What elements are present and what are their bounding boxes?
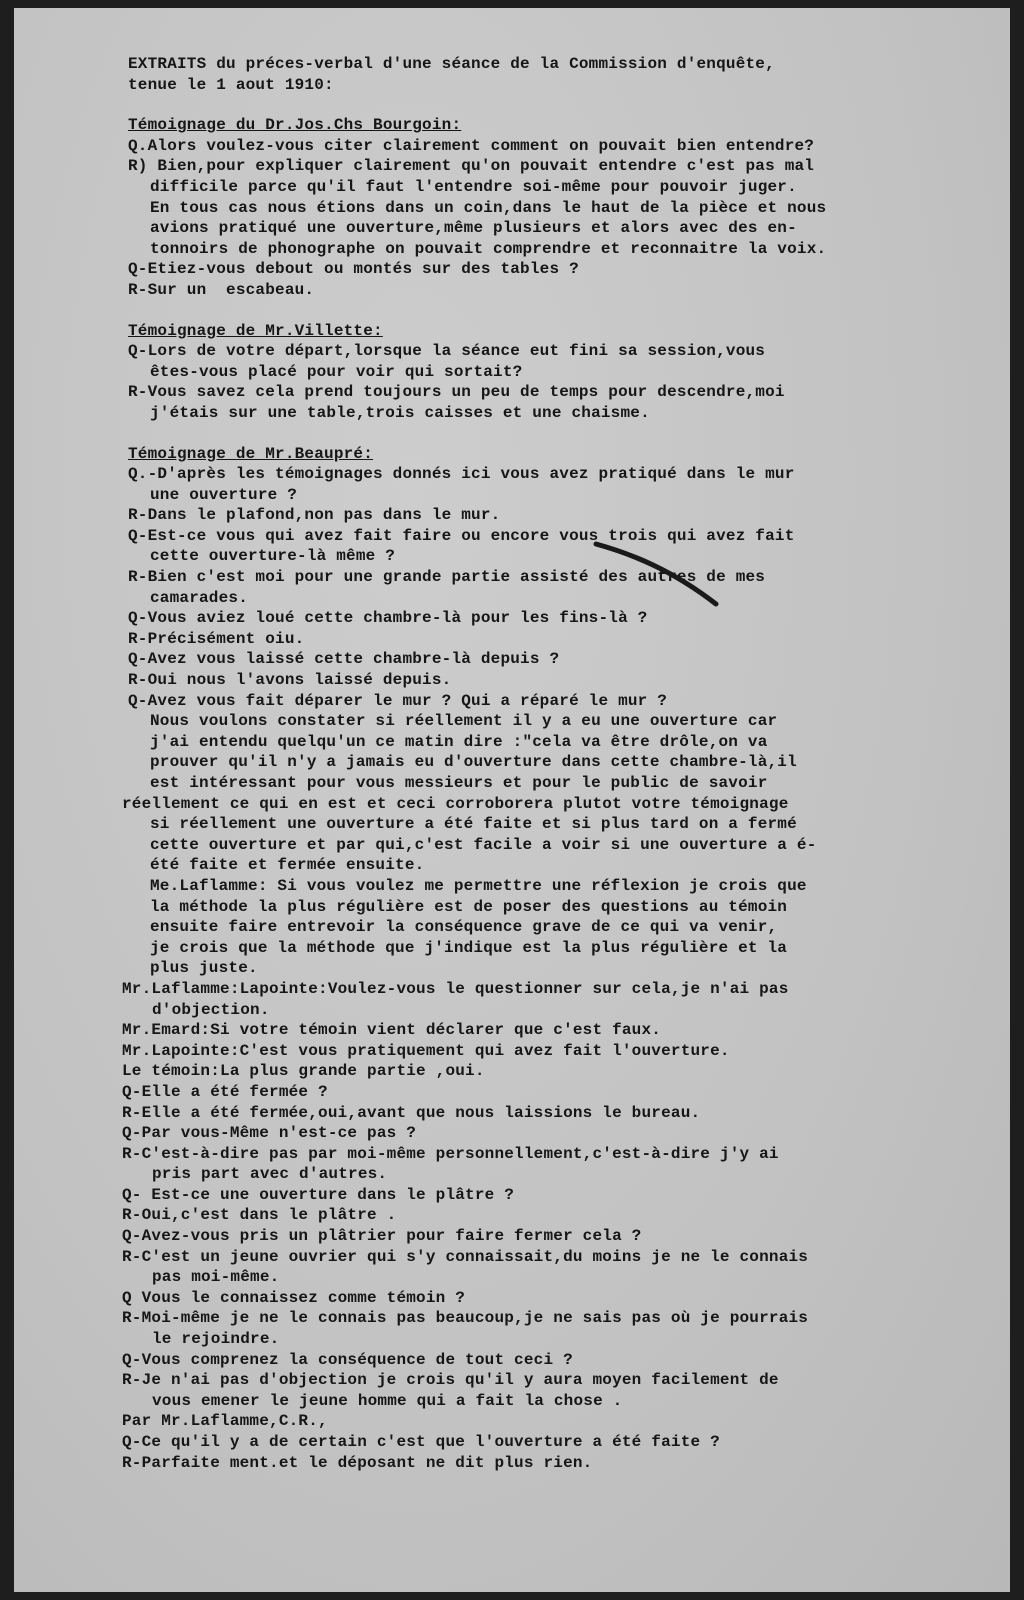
text-line: j'étais sur une table,trois caisses et une chaisme. xyxy=(150,403,650,422)
text-line: plus juste. xyxy=(150,959,258,978)
text-line: Q-Est-ce vous qui avez fait faire ou encore vous trois qui avez fait xyxy=(128,526,795,545)
text-line: Q-Avez-vous pris un plâtrier pour faire fermer cela ? xyxy=(122,1227,642,1246)
text-line: Q-Etiez-vous debout ou montés sur des tables ? xyxy=(128,260,579,279)
text-line: ensuite faire entrevoir la conséquence grave de ce qui va venir, xyxy=(150,918,778,937)
text-line: Q-Vous aviez loué cette chambre-là pour les fins-là ? xyxy=(128,609,648,628)
text-line: R-Parfaite ment.et le déposant ne dit plus rien. xyxy=(122,1453,593,1472)
document-body xyxy=(122,54,988,1473)
text-line: avions pratiqué une ouverture,même plusieurs et alors avec des en- xyxy=(150,219,797,238)
text-line: R-Oui nous l'avons laissé depuis. xyxy=(128,671,452,690)
text-line: cette ouverture-là même ? xyxy=(150,547,396,566)
text-line: tonnoirs de phonographe on pouvait comprendre et reconnaitre la voix. xyxy=(150,239,827,258)
text-line: R-Elle a été fermée,oui,avant que nous laissions le bureau. xyxy=(122,1103,701,1122)
text-line: cette ouverture et par qui,c'est facile a voir si une ouverture a é- xyxy=(150,835,817,854)
text-line: camarades. xyxy=(150,588,249,607)
text-line: d'objection. xyxy=(152,1000,270,1019)
text-line: Q.Alors voulez-vous citer clairement comment on pouvait bien entendre? xyxy=(128,136,815,155)
section-heading: Témoignage de Mr.Villette: xyxy=(128,321,383,340)
text-line: êtes-vous placé pour voir qui sortait? xyxy=(150,362,523,381)
text-line: R-Précisément oiu. xyxy=(128,629,305,648)
text-line: Q-Vous comprenez la conséquence de tout ceci ? xyxy=(122,1350,573,1369)
text-line: Par Mr.Laflamme,C.R., xyxy=(122,1412,328,1431)
section-gap xyxy=(128,95,988,115)
text-line: R-Moi-même je ne le connais pas beaucoup,je ne sais pas où je pourrais xyxy=(122,1309,809,1328)
text-line: été faite et fermée ensuite. xyxy=(150,856,425,875)
text-line: Nous voulons constater si réellement il y a eu une ouverture car xyxy=(150,712,778,731)
text-line: prouver qu'il n'y a jamais eu d'ouverture dans cette chambre-là,il xyxy=(150,753,797,772)
text-line: Q-Ce qu'il y a de certain c'est que l'ouverture a été faite ? xyxy=(122,1433,720,1451)
text-line: R-Je n'ai pas d'objection je crois qu'il y aura moyen facilement de xyxy=(122,1371,779,1390)
title-line-2: tenue le 1 aout 1910: xyxy=(128,75,334,94)
text-line: R-Oui,c'est dans le plâtre . xyxy=(122,1206,397,1225)
text-line: le rejoindre. xyxy=(152,1330,280,1349)
text-line: Q Vous le connaissez comme témoin ? xyxy=(122,1288,466,1307)
section-gap xyxy=(128,424,988,444)
text-line: R-Sur un escabeau. xyxy=(128,280,315,299)
text-line: Mr.Emard:Si votre témoin vient déclarer que c'est faux. xyxy=(122,1021,662,1040)
text-line: vous emener le jeune homme qui a fait la chose . xyxy=(152,1391,623,1410)
typed-page xyxy=(14,8,1010,1592)
text-line: Q-Avez vous fait déparer le mur ? Qui a réparé le mur ? xyxy=(128,691,668,710)
text-line: R-C'est un jeune ouvrier qui s'y connaissait,du moins je ne le connais xyxy=(122,1247,809,1266)
section-gap xyxy=(128,301,988,321)
text-line: Mr.Laflamme:Lapointe:Voulez-vous le questionner sur cela,je n'ai pas xyxy=(122,979,789,998)
text-line: une ouverture ? xyxy=(150,485,298,504)
text-line: réellement ce qui en est et ceci corroborera plutot votre témoignage xyxy=(122,794,789,813)
text-line: pas moi-même. xyxy=(152,1268,280,1287)
text-line: R-C'est-à-dire pas par moi-même personnellement,c'est-à-dire j'y ai xyxy=(122,1144,779,1163)
testimony-sections xyxy=(122,95,988,1473)
section-heading: Témoignage du Dr.Jos.Chs Bourgoin: xyxy=(128,116,462,135)
text-line: En tous cas nous étions dans un coin,dans le haut de la pièce et nous xyxy=(150,198,827,217)
text-line: difficile parce qu'il faut l'entendre soi-même pour pouvoir juger. xyxy=(150,177,797,196)
text-line: Q-Lors de votre départ,lorsque la séance eut fini sa session,vous xyxy=(128,342,766,361)
text-line: pris part avec d'autres. xyxy=(152,1165,388,1184)
text-line: Mr.Lapointe:C'est vous pratiquement qui avez fait l'ouverture. xyxy=(122,1041,730,1060)
text-line: Q-Avez vous laissé cette chambre-là depuis ? xyxy=(128,650,560,669)
text-line: j'ai entendu quelqu'un ce matin dire :"cela va être drôle,on va xyxy=(150,732,768,751)
text-line: R-Dans le plafond,non pas dans le mur. xyxy=(128,506,501,525)
text-line: Q-Elle a été fermée ? xyxy=(122,1082,328,1101)
section-heading: Témoignage de Mr.Beaupré: xyxy=(128,444,374,463)
text-line: si réellement une ouverture a été faite et si plus tard on a fermé xyxy=(150,815,797,834)
text-line: je crois que la méthode que j'indique est la plus régulière et la xyxy=(150,938,788,957)
title-line-1: EXTRAITS du préces-verbal d'une séance de la Commission d'enquête, xyxy=(128,55,775,73)
text-line: R) Bien,pour expliquer clairement qu'on pouvait entendre c'est pas mal xyxy=(128,157,815,176)
text-line: Q- Est-ce une ouverture dans le plâtre ? xyxy=(122,1185,515,1204)
text-line: Le témoin:La plus grande partie ,oui. xyxy=(122,1062,485,1081)
text-line: Me.Laflamme: Si vous voulez me permettre une réflexion je crois que xyxy=(150,876,807,895)
text-line: est intéressant pour vous messieurs et pour le public de savoir xyxy=(150,774,768,792)
text-line: Q.-D'après les témoignages donnés ici vous avez pratiqué dans le mur xyxy=(128,465,795,484)
text-line: Q-Par vous-Même n'est-ce pas ? xyxy=(122,1124,417,1143)
text-line: R-Bien c'est moi pour une grande partie assisté des autres de mes xyxy=(128,568,766,587)
text-line: la méthode la plus régulière est de poser des questions au témoin xyxy=(150,897,788,916)
text-line: R-Vous savez cela prend toujours un peu de temps pour descendre,moi xyxy=(128,383,785,402)
